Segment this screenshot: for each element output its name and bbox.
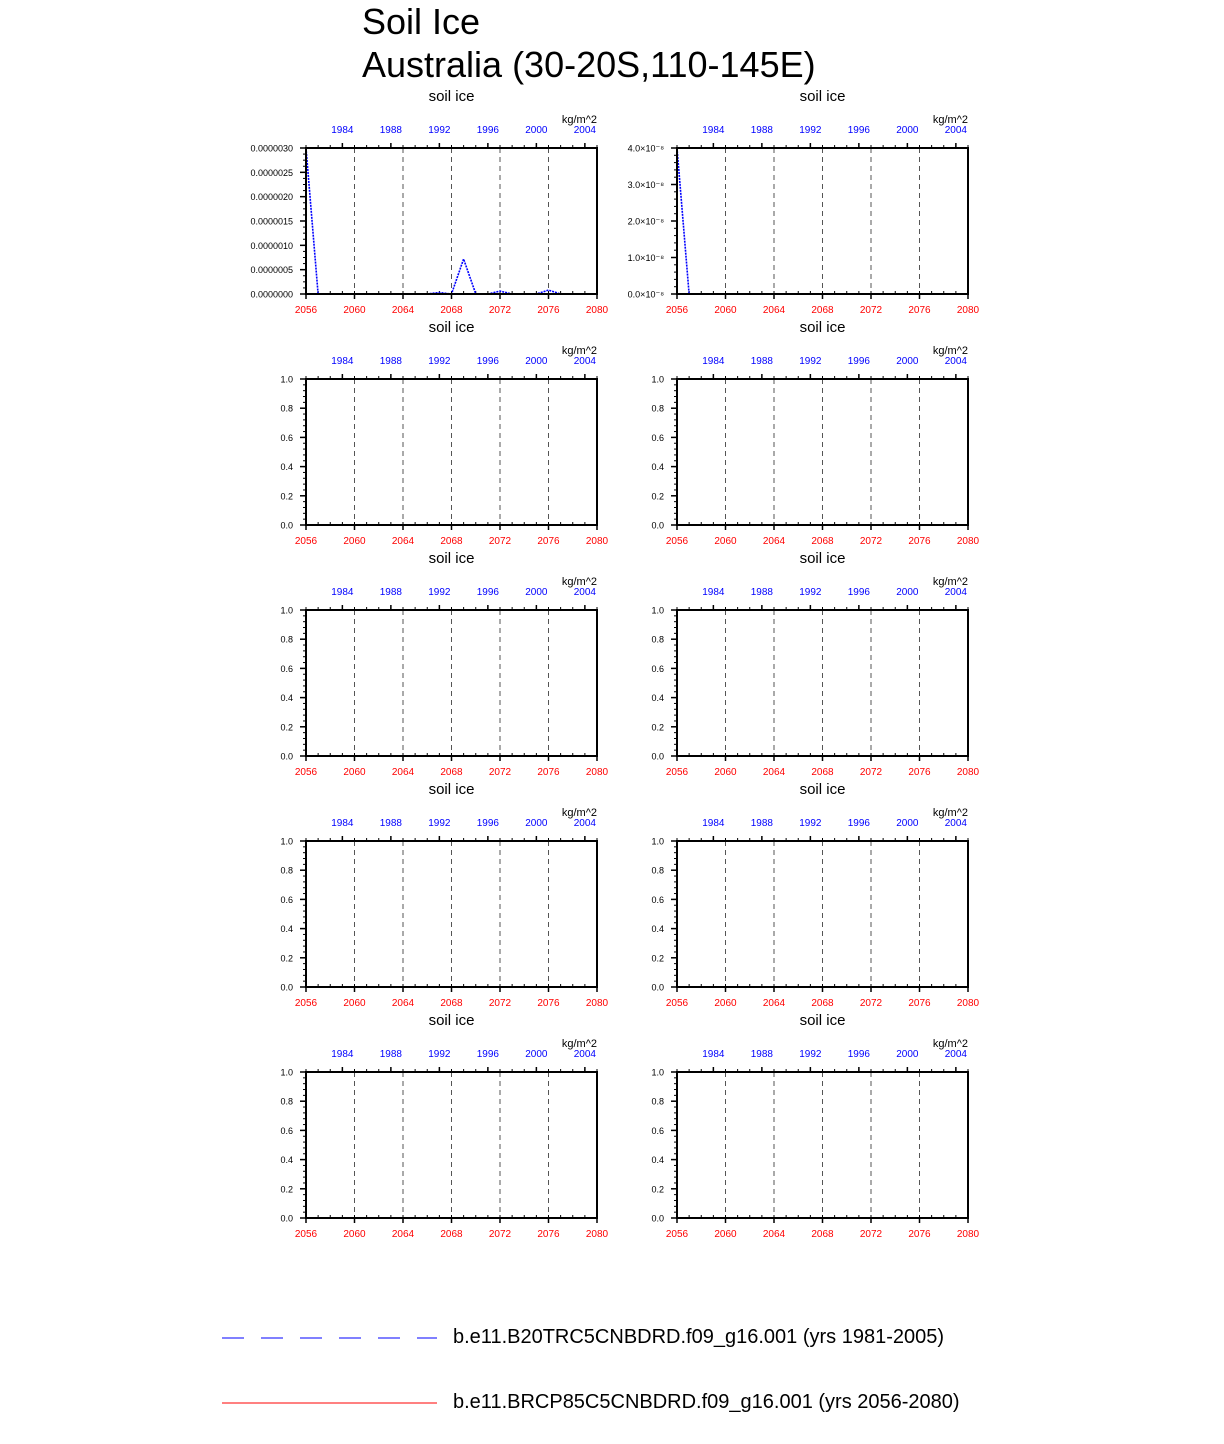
x-top-tick-label: 1996 — [847, 818, 870, 829]
x-bottom-tick-label: 2076 — [908, 305, 931, 316]
x-top-tick-label: 1996 — [476, 587, 499, 598]
x-bottom-tick-label: 2076 — [537, 305, 560, 316]
y-tick-label: 0.6 — [280, 663, 293, 674]
y-tick-label: 1.0×10⁻⁸ — [627, 253, 664, 263]
y-tick-label: 0.0 — [651, 520, 664, 531]
x-bottom-tick-label: 2072 — [859, 536, 883, 547]
y-tick-label: 1.0 — [651, 605, 664, 616]
x-top-tick-label: 1996 — [847, 587, 870, 598]
x-bottom-tick-label: 2076 — [908, 998, 931, 1009]
figure-subtitle: Australia (30-20S,110-145E) — [362, 44, 816, 85]
y-tick-label: 0.6 — [651, 432, 664, 443]
y-tick-label: 0.0×10⁻⁸ — [627, 289, 664, 300]
y-tick-label: 1.0 — [651, 1067, 664, 1078]
x-top-tick-label: 1988 — [750, 587, 773, 598]
y-tick-label: 1.0 — [280, 374, 293, 385]
x-bottom-tick-label: 2064 — [391, 998, 415, 1009]
x-top-tick-label: 2000 — [525, 1049, 548, 1060]
y-tick-label: 0.8 — [280, 1096, 293, 1107]
x-bottom-tick-label: 2072 — [859, 1229, 883, 1240]
y-tick-label: 0.4 — [651, 1155, 664, 1166]
units-label: kg/m^2 — [561, 345, 597, 357]
x-bottom-tick-label: 2076 — [908, 536, 931, 547]
x-bottom-tick-label: 2060 — [714, 1229, 737, 1240]
x-top-tick-label: 1988 — [750, 1049, 773, 1060]
x-bottom-tick-label: 2056 — [665, 767, 689, 778]
y-tick-label: 0.6 — [280, 894, 293, 905]
x-top-tick-label: 2000 — [525, 125, 548, 136]
x-top-tick-label: 1992 — [799, 356, 822, 367]
y-tick-label: 0.0000015 — [250, 216, 293, 227]
x-bottom-tick-label: 2076 — [908, 1229, 931, 1240]
units-label: kg/m^2 — [932, 345, 968, 357]
x-top-tick-label: 2004 — [573, 818, 596, 829]
x-bottom-tick-label: 2068 — [811, 998, 834, 1009]
y-tick-label: 1.0 — [280, 1067, 293, 1078]
panel-1 — [250, 88, 608, 316]
y-tick-label: 0.6 — [651, 663, 664, 674]
x-bottom-tick-label: 2056 — [294, 1229, 318, 1240]
x-bottom-tick-label: 2056 — [294, 767, 318, 778]
x-bottom-tick-label: 2072 — [859, 305, 883, 316]
panel-10 — [651, 1012, 979, 1240]
x-top-tick-label: 1984 — [702, 818, 725, 829]
x-top-tick-label: 1984 — [331, 125, 354, 136]
x-top-tick-label: 1992 — [799, 818, 822, 829]
x-bottom-tick-label: 2064 — [762, 305, 786, 316]
x-bottom-tick-label: 2060 — [343, 1229, 366, 1240]
y-tick-label: 0.6 — [651, 894, 664, 905]
y-tick-label: 1.0 — [280, 605, 293, 616]
panel-title: soil ice — [799, 88, 846, 105]
x-bottom-tick-label: 2072 — [488, 1229, 512, 1240]
x-top-tick-label: 1992 — [799, 125, 822, 136]
x-top-tick-label: 2000 — [896, 1049, 919, 1060]
y-tick-label: 0.0 — [280, 751, 293, 762]
x-top-tick-label: 1992 — [799, 1049, 822, 1060]
y-tick-label: 0.2 — [280, 722, 293, 733]
x-top-tick-label: 1988 — [379, 1049, 402, 1060]
x-top-tick-label: 1992 — [428, 818, 451, 829]
x-top-tick-label: 2000 — [896, 356, 919, 367]
x-top-tick-label: 2004 — [944, 818, 967, 829]
y-tick-label: 0.4 — [651, 462, 664, 473]
x-bottom-tick-label: 2068 — [440, 536, 463, 547]
x-bottom-tick-label: 2080 — [585, 1229, 609, 1240]
y-tick-label: 0.8 — [651, 403, 664, 414]
x-top-tick-label: 1988 — [379, 125, 402, 136]
x-top-tick-label: 2004 — [944, 1049, 967, 1060]
panel-title: soil ice — [799, 1012, 846, 1029]
y-tick-label: 0.0000025 — [250, 167, 293, 178]
x-bottom-tick-label: 2080 — [956, 998, 980, 1009]
panel-2 — [628, 88, 980, 316]
x-bottom-tick-label: 2064 — [391, 305, 415, 316]
y-tick-label: 0.0 — [280, 1213, 293, 1224]
units-label: kg/m^2 — [932, 114, 968, 126]
y-tick-label: 0.4 — [651, 693, 664, 704]
panel-3 — [280, 319, 608, 547]
x-bottom-tick-label: 2080 — [956, 767, 980, 778]
legend-label-future: b.e11.BRCP85C5CNBDRD.f09_g16.001 (yrs 2056-2080) — [453, 1391, 960, 1413]
x-bottom-tick-label: 2068 — [811, 305, 834, 316]
x-top-tick-label: 1996 — [847, 1049, 870, 1060]
x-top-tick-label: 2000 — [896, 818, 919, 829]
units-label: kg/m^2 — [561, 576, 597, 588]
x-top-tick-label: 1988 — [750, 125, 773, 136]
x-bottom-tick-label: 2076 — [908, 767, 931, 778]
x-bottom-tick-label: 2072 — [488, 998, 512, 1009]
panel-title: soil ice — [799, 781, 846, 798]
y-tick-label: 4.0×10⁻⁸ — [627, 143, 664, 154]
y-tick-label: 0.2 — [280, 1184, 293, 1195]
panel-9 — [280, 1012, 608, 1240]
x-top-tick-label: 1988 — [750, 356, 773, 367]
x-top-tick-label: 1984 — [702, 587, 725, 598]
x-top-tick-label: 1996 — [476, 1049, 499, 1060]
y-tick-label: 0.4 — [280, 693, 293, 704]
y-tick-label: 0.0000030 — [250, 143, 293, 154]
x-bottom-tick-label: 2072 — [859, 767, 883, 778]
x-top-tick-label: 1996 — [847, 125, 870, 136]
x-bottom-tick-label: 2072 — [859, 998, 883, 1009]
x-bottom-tick-label: 2060 — [714, 767, 737, 778]
x-bottom-tick-label: 2060 — [714, 305, 737, 316]
panel-title: soil ice — [799, 319, 846, 336]
x-top-tick-label: 1988 — [750, 818, 773, 829]
units-label: kg/m^2 — [561, 807, 597, 819]
units-label: kg/m^2 — [932, 1038, 968, 1050]
panel-title: soil ice — [799, 550, 846, 567]
x-bottom-tick-label: 2068 — [811, 767, 834, 778]
legend-label-historical: b.e11.B20TRC5CNBDRD.f09_g16.001 (yrs 1981-2005) — [453, 1326, 945, 1348]
y-tick-label: 0.2 — [651, 1184, 664, 1195]
x-bottom-tick-label: 2060 — [714, 998, 737, 1009]
x-top-tick-label: 1984 — [331, 1049, 354, 1060]
x-top-tick-label: 1984 — [702, 356, 725, 367]
x-bottom-tick-label: 2064 — [391, 767, 415, 778]
x-top-tick-label: 1996 — [476, 125, 499, 136]
x-bottom-tick-label: 2080 — [585, 305, 609, 316]
y-tick-label: 0.6 — [651, 1125, 664, 1136]
y-tick-label: 0.0000020 — [250, 192, 293, 203]
x-top-tick-label: 2000 — [896, 587, 919, 598]
y-tick-label: 0.2 — [280, 491, 293, 502]
x-bottom-tick-label: 2080 — [956, 305, 980, 316]
y-tick-label: 0.8 — [651, 634, 664, 645]
x-bottom-tick-label: 2064 — [762, 536, 786, 547]
x-top-tick-label: 1988 — [379, 587, 402, 598]
x-top-tick-label: 2000 — [896, 125, 919, 136]
x-top-tick-label: 1992 — [799, 587, 822, 598]
x-top-tick-label: 2004 — [573, 125, 596, 136]
x-top-tick-label: 2004 — [573, 587, 596, 598]
x-bottom-tick-label: 2060 — [343, 305, 366, 316]
x-top-tick-label: 1992 — [428, 1049, 451, 1060]
y-tick-label: 1.0 — [280, 836, 293, 847]
x-bottom-tick-label: 2064 — [762, 767, 786, 778]
figure-title: Soil Ice — [362, 1, 481, 42]
x-bottom-tick-label: 2068 — [811, 1229, 834, 1240]
x-bottom-tick-label: 2080 — [585, 998, 609, 1009]
y-tick-label: 1.0 — [651, 374, 664, 385]
panel-5 — [280, 550, 608, 778]
x-top-tick-label: 1984 — [702, 1049, 725, 1060]
x-top-tick-label: 1984 — [331, 356, 354, 367]
y-tick-label: 0.6 — [280, 1125, 293, 1136]
y-tick-label: 0.8 — [280, 865, 293, 876]
panel-title: soil ice — [428, 781, 475, 798]
panel-title: soil ice — [428, 550, 475, 567]
y-tick-label: 3.0×10⁻⁸ — [627, 180, 664, 190]
x-bottom-tick-label: 2056 — [294, 998, 318, 1009]
x-top-tick-label: 1996 — [847, 356, 870, 367]
x-top-tick-label: 2000 — [525, 818, 548, 829]
y-tick-label: 0.0 — [651, 751, 664, 762]
y-tick-label: 1.0 — [651, 836, 664, 847]
x-bottom-tick-label: 2068 — [440, 305, 463, 316]
x-top-tick-label: 2004 — [573, 356, 596, 367]
units-label: kg/m^2 — [932, 807, 968, 819]
y-tick-label: 0.8 — [280, 403, 293, 414]
x-bottom-tick-label: 2064 — [391, 1229, 415, 1240]
x-bottom-tick-label: 2080 — [956, 536, 980, 547]
x-bottom-tick-label: 2072 — [488, 305, 512, 316]
x-top-tick-label: 1984 — [331, 818, 354, 829]
y-tick-label: 0.8 — [280, 634, 293, 645]
y-tick-label: 0.4 — [651, 924, 664, 935]
panel-title: soil ice — [428, 1012, 475, 1029]
x-bottom-tick-label: 2056 — [665, 1229, 689, 1240]
x-bottom-tick-label: 2072 — [488, 536, 512, 547]
y-tick-label: 0.0 — [651, 982, 664, 993]
y-tick-label: 0.4 — [280, 462, 293, 473]
units-label: kg/m^2 — [932, 576, 968, 588]
x-bottom-tick-label: 2056 — [665, 536, 689, 547]
x-bottom-tick-label: 2076 — [537, 1229, 560, 1240]
x-bottom-tick-label: 2068 — [440, 1229, 463, 1240]
x-top-tick-label: 2004 — [573, 1049, 596, 1060]
y-tick-label: 0.6 — [280, 432, 293, 443]
x-bottom-tick-label: 2064 — [391, 536, 415, 547]
x-bottom-tick-label: 2072 — [488, 767, 512, 778]
x-bottom-tick-label: 2056 — [294, 305, 318, 316]
y-tick-label: 2.0×10⁻⁸ — [627, 216, 664, 227]
x-top-tick-label: 1996 — [476, 356, 499, 367]
x-top-tick-label: 2004 — [944, 587, 967, 598]
x-top-tick-label: 2004 — [944, 125, 967, 136]
y-tick-label: 0.2 — [280, 953, 293, 964]
x-bottom-tick-label: 2076 — [537, 767, 560, 778]
y-tick-label: 0.2 — [651, 722, 664, 733]
units-label: kg/m^2 — [561, 1038, 597, 1050]
x-top-tick-label: 2004 — [944, 356, 967, 367]
y-tick-label: 0.0000005 — [250, 265, 293, 276]
x-bottom-tick-label: 2060 — [343, 998, 366, 1009]
x-bottom-tick-label: 2068 — [811, 536, 834, 547]
y-tick-label: 0.4 — [280, 1155, 293, 1166]
x-bottom-tick-label: 2064 — [762, 1229, 786, 1240]
y-tick-label: 0.0 — [280, 520, 293, 531]
panel-6 — [651, 550, 979, 778]
x-top-tick-label: 1984 — [702, 125, 725, 136]
x-top-tick-label: 2000 — [525, 587, 548, 598]
y-tick-label: 0.2 — [651, 953, 664, 964]
x-top-tick-label: 1992 — [428, 356, 451, 367]
y-tick-label: 0.0000010 — [250, 240, 293, 251]
x-bottom-tick-label: 2068 — [440, 767, 463, 778]
x-bottom-tick-label: 2056 — [294, 536, 318, 547]
y-tick-label: 0.8 — [651, 865, 664, 876]
x-bottom-tick-label: 2060 — [343, 767, 366, 778]
y-tick-label: 0.4 — [280, 924, 293, 935]
x-bottom-tick-label: 2060 — [343, 536, 366, 547]
x-bottom-tick-label: 2080 — [585, 767, 609, 778]
x-top-tick-label: 1984 — [331, 587, 354, 598]
y-tick-label: 0.0000000 — [250, 289, 293, 300]
x-top-tick-label: 1988 — [379, 818, 402, 829]
x-top-tick-label: 1996 — [476, 818, 499, 829]
x-bottom-tick-label: 2056 — [665, 305, 689, 316]
x-bottom-tick-label: 2068 — [440, 998, 463, 1009]
x-bottom-tick-label: 2076 — [537, 998, 560, 1009]
panel-title: soil ice — [428, 88, 475, 105]
y-tick-label: 0.0 — [651, 1213, 664, 1224]
x-bottom-tick-label: 2064 — [762, 998, 786, 1009]
y-tick-label: 0.2 — [651, 491, 664, 502]
x-top-tick-label: 2000 — [525, 356, 548, 367]
x-bottom-tick-label: 2076 — [537, 536, 560, 547]
x-top-tick-label: 1992 — [428, 125, 451, 136]
y-tick-label: 0.8 — [651, 1096, 664, 1107]
x-bottom-tick-label: 2080 — [585, 536, 609, 547]
x-bottom-tick-label: 2060 — [714, 536, 737, 547]
panel-7 — [280, 781, 608, 1009]
x-bottom-tick-label: 2080 — [956, 1229, 980, 1240]
y-tick-label: 0.0 — [280, 982, 293, 993]
panel-8 — [651, 781, 979, 1009]
x-bottom-tick-label: 2056 — [665, 998, 689, 1009]
x-top-tick-label: 1992 — [428, 587, 451, 598]
panel-title: soil ice — [428, 319, 475, 336]
units-label: kg/m^2 — [561, 114, 597, 126]
x-top-tick-label: 1988 — [379, 356, 402, 367]
panel-4 — [651, 319, 979, 547]
